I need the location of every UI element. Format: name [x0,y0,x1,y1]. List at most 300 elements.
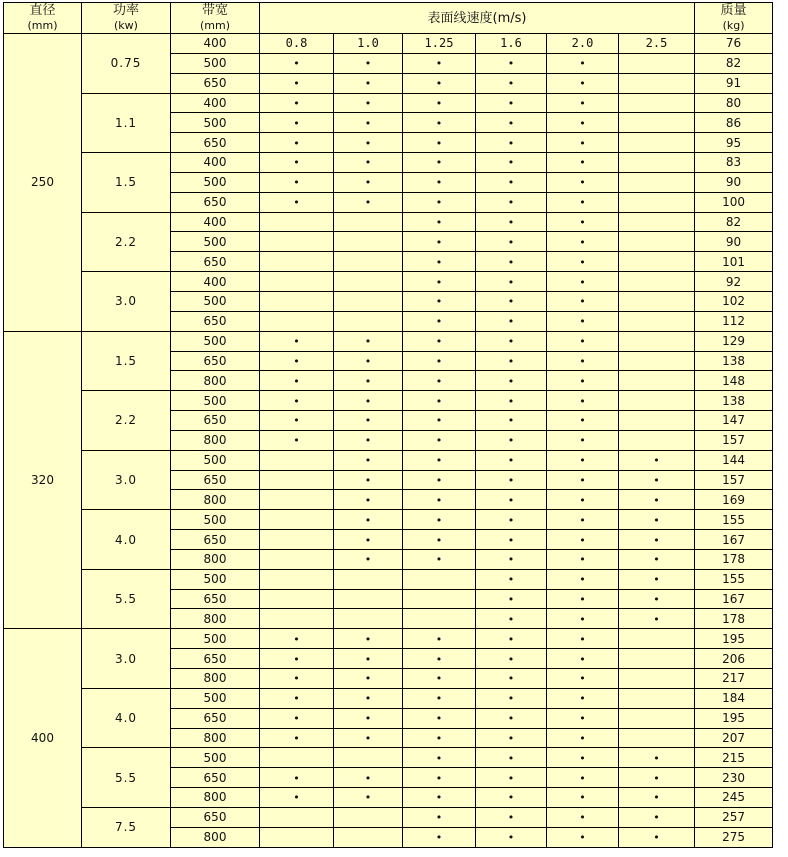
speed-cell [403,728,476,748]
speed-cell [547,153,619,173]
availability-dot: • [507,672,515,686]
speed-cell [403,589,476,609]
mass-cell: 155 [695,569,773,589]
belt-width-cell: 400 [171,153,260,173]
speed-cell [403,133,476,153]
availability-dot: • [653,791,660,805]
table-row [4,510,773,530]
table-row [4,569,773,589]
availability-dot: • [507,632,515,646]
mass-cell: 90 [695,232,773,252]
mass-header-label: 质量 [720,3,747,18]
speed-cell [334,351,403,371]
speed-cell [547,510,619,530]
availability-dot: • [435,77,443,91]
speed-cell [334,510,403,530]
speed-cell [619,232,695,252]
availability-dot: • [653,593,660,607]
power-cell: 0.75 [82,34,171,94]
speed-cell [334,73,403,93]
speed-cell [476,748,547,768]
availability-dot: • [364,156,372,170]
speed-cell [619,153,695,173]
speed-cell [403,609,476,629]
availability-dot: • [435,295,443,309]
availability-dot: • [435,136,443,150]
mass-header-unit: (kg) [722,19,745,32]
speed-cell [547,807,619,827]
mass-cell: 155 [695,510,773,530]
speed-cell [547,252,619,272]
belt-width-cell: 400 [171,93,260,113]
belt-width-cell: 500 [171,232,260,252]
speed-cell [260,569,334,589]
speed-cell [260,490,334,510]
belt-width-cell: 500 [171,331,260,351]
availability-dot: • [364,533,372,547]
availability-dot: • [579,593,586,607]
speed-cell [334,530,403,550]
diameter-cell: 320 [4,331,82,629]
belt-width-header-label: 带宽 [201,3,228,18]
spec-table [3,2,773,848]
table-row [4,34,773,54]
speed-cell [619,827,695,847]
power-cell: 3.0 [82,450,171,510]
speed-cell [619,688,695,708]
belt-width-cell: 650 [171,133,260,153]
speed-cell [403,331,476,351]
availability-dot: • [293,116,300,130]
availability-dot: • [507,77,515,91]
belt-width-cell: 650 [171,708,260,728]
speed-cell [619,768,695,788]
speed-cell [476,93,547,113]
mass-cell: 138 [695,391,773,411]
speed-cell [334,232,403,252]
mass-cell: 90 [695,172,773,192]
belt-width-header [171,3,260,34]
table-row [4,272,773,292]
belt-width-cell: 500 [171,172,260,192]
mass-cell: 206 [695,649,773,669]
speed-cell [476,371,547,391]
availability-dot: • [507,235,515,249]
availability-dot: • [364,473,372,487]
speed-cell [619,113,695,133]
speed-value-cell: 2.0 [547,34,619,54]
speed-cell [476,351,547,371]
availability-dot: • [293,57,300,71]
speed-cell [260,510,334,530]
availability-dot: • [579,235,586,249]
speed-cell [547,113,619,133]
availability-dot: • [653,513,660,527]
speed-cell [476,291,547,311]
speed-cell [334,728,403,748]
belt-width-cell: 650 [171,649,260,669]
belt-width-cell: 650 [171,470,260,490]
availability-dot: • [293,354,300,368]
speed-cell [403,748,476,768]
speed-cell [403,827,476,847]
speed-cell [260,351,334,371]
speed-cell [403,311,476,331]
speed-cell [547,272,619,292]
speed-cell [476,133,547,153]
availability-dot: • [293,96,300,110]
mass-cell: 138 [695,351,773,371]
availability-dot: • [507,454,515,468]
speed-cell [619,411,695,431]
belt-width-cell: 650 [171,807,260,827]
availability-dot: • [364,57,372,71]
speed-cell [547,728,619,748]
mass-cell: 91 [695,73,773,93]
speed-cell [476,411,547,431]
speed-cell [476,569,547,589]
speed-cell [547,53,619,73]
power-cell: 4.0 [82,688,171,748]
speed-cell [334,331,403,351]
speed-cell [619,430,695,450]
availability-dot: • [435,513,443,527]
availability-dot: • [507,533,515,547]
availability-dot: • [507,196,515,210]
speed-cell [619,609,695,629]
table-row [4,153,773,173]
speed-cell [476,669,547,689]
table-row [4,93,773,113]
availability-dot: • [435,216,443,230]
mass-cell: 245 [695,788,773,808]
belt-width-cell: 500 [171,629,260,649]
speed-cell [260,629,334,649]
speed-cell [260,688,334,708]
availability-dot: • [364,116,372,130]
speed-cell [260,708,334,728]
diameter-header [4,3,82,34]
availability-dot: • [579,414,586,428]
speed-cell [547,788,619,808]
availability-dot: • [507,493,515,507]
speed-cell [619,669,695,689]
speed-cell [260,609,334,629]
availability-dot: • [653,811,660,825]
speed-cell [260,549,334,569]
availability-dot: • [435,156,443,170]
speed-cell [619,549,695,569]
speed-cell [476,53,547,73]
mass-cell: 147 [695,411,773,431]
belt-width-cell: 650 [171,530,260,550]
availability-dot: • [579,315,586,329]
belt-width-cell: 800 [171,827,260,847]
availability-dot: • [507,374,515,388]
availability-dot: • [364,196,372,210]
speed-cell [547,311,619,331]
availability-dot: • [579,57,586,71]
speed-cell [476,530,547,550]
belt-width-cell: 800 [171,788,260,808]
belt-width-cell: 800 [171,371,260,391]
mass-cell: 80 [695,93,773,113]
speed-cell [334,470,403,490]
speed-cell [476,232,547,252]
availability-dot: • [507,434,515,448]
speed-cell [260,311,334,331]
speed-cell [334,411,403,431]
speed-cell [547,708,619,728]
speed-cell [476,589,547,609]
speed-cell [403,569,476,589]
speed-cell [260,807,334,827]
availability-dot: • [579,354,586,368]
availability-dot: • [435,335,443,349]
speed-cell [403,629,476,649]
speed-cell [403,252,476,272]
speed-cell [403,153,476,173]
speed-cell [260,232,334,252]
mass-cell: 275 [695,827,773,847]
availability-dot: • [435,196,443,210]
mass-cell: 92 [695,272,773,292]
speed-cell [260,73,334,93]
speed-value-cell: 1.0 [334,34,403,54]
availability-dot: • [364,632,372,646]
availability-dot: • [507,315,515,329]
table-header [4,3,773,34]
availability-dot: • [579,156,586,170]
belt-width-cell: 800 [171,669,260,689]
availability-dot: • [507,394,515,408]
availability-dot: • [579,533,586,547]
availability-dot: • [653,831,660,845]
speed-cell [403,291,476,311]
availability-dot: • [579,96,586,110]
speed-cell [476,311,547,331]
speed-cell [619,93,695,113]
speed-cell [476,609,547,629]
availability-dot: • [579,136,586,150]
availability-dot: • [579,77,586,91]
availability-dot: • [579,255,586,269]
mass-cell: 217 [695,669,773,689]
mass-header [695,3,773,34]
speed-cell [547,430,619,450]
speed-cell [334,153,403,173]
availability-dot: • [507,335,515,349]
speed-cell [619,291,695,311]
availability-dot: • [364,731,372,745]
availability-dot: • [507,176,515,190]
availability-dot: • [435,434,443,448]
availability-dot: • [653,612,660,626]
speed-cell [476,430,547,450]
speed-cell [476,73,547,93]
mass-cell: 86 [695,113,773,133]
availability-dot: • [507,295,515,309]
availability-dot: • [579,612,586,626]
availability-dot: • [293,176,300,190]
availability-dot: • [364,513,372,527]
speed-cell [334,669,403,689]
power-cell: 4.0 [82,510,171,570]
availability-dot: • [579,712,586,726]
speed-cell [260,272,334,292]
power-cell: 1.1 [82,93,171,153]
speed-cell [547,669,619,689]
speed-cell [334,688,403,708]
availability-dot: • [579,751,586,765]
speed-cell [403,411,476,431]
speed-cell [547,192,619,212]
availability-dot: • [579,335,586,349]
availability-dot: • [579,632,586,646]
availability-dot: • [293,791,300,805]
speed-cell [334,291,403,311]
availability-dot: • [435,731,443,745]
speed-cell [547,172,619,192]
availability-dot: • [507,553,515,567]
power-cell: 2.2 [82,212,171,272]
availability-dot: • [653,771,660,785]
power-cell: 1.5 [82,153,171,213]
diameter-header-unit: (mm) [27,19,58,32]
speed-cell [334,113,403,133]
speed-cell [476,470,547,490]
mass-cell: 95 [695,133,773,153]
speed-cell [403,768,476,788]
speed-cell [403,351,476,371]
availability-dot: • [579,116,586,130]
belt-width-cell: 400 [171,34,260,54]
table-row [4,450,773,470]
belt-width-cell: 500 [171,688,260,708]
speed-cell [260,788,334,808]
availability-dot: • [579,513,586,527]
availability-dot: • [364,176,372,190]
speed-cell [619,272,695,292]
speed-cell [260,589,334,609]
availability-dot: • [507,156,515,170]
availability-dot: • [579,196,586,210]
availability-dot: • [507,513,515,527]
speed-cell [334,549,403,569]
belt-width-cell: 650 [171,252,260,272]
belt-width-cell: 500 [171,53,260,73]
speed-cell [403,232,476,252]
speed-cell [547,73,619,93]
availability-dot: • [653,473,660,487]
power-cell: 3.0 [82,272,171,332]
availability-dot: • [507,593,515,607]
speed-cell [260,649,334,669]
mass-cell: 102 [695,291,773,311]
availability-dot: • [653,454,660,468]
speed-cell [619,371,695,391]
speed-cell [547,371,619,391]
speed-cell [334,569,403,589]
speed-cell [260,411,334,431]
speed-value-cell: 2.5 [619,34,695,54]
availability-dot: • [364,692,372,706]
speed-cell [547,450,619,470]
availability-dot: • [364,791,372,805]
availability-dot: • [579,493,586,507]
speed-cell [260,470,334,490]
belt-width-cell: 650 [171,411,260,431]
availability-dot: • [507,692,515,706]
availability-dot: • [507,771,515,785]
speed-cell [334,133,403,153]
speed-cell [547,549,619,569]
belt-width-cell: 500 [171,510,260,530]
speed-cell [547,569,619,589]
availability-dot: • [293,771,300,785]
availability-dot: • [579,791,586,805]
availability-dot: • [435,831,443,845]
speed-cell [334,430,403,450]
speed-cell [619,708,695,728]
table-row [4,748,773,768]
speed-cell [403,192,476,212]
speed-cell [334,708,403,728]
availability-dot: • [435,354,443,368]
speed-cell [619,73,695,93]
availability-dot: • [435,394,443,408]
speed-cell [547,827,619,847]
speed-cell [619,807,695,827]
speed-cell [403,530,476,550]
speed-cell [476,272,547,292]
belt-width-cell: 650 [171,192,260,212]
belt-width-cell: 800 [171,609,260,629]
availability-dot: • [364,771,372,785]
availability-dot: • [435,652,443,666]
speed-cell [260,748,334,768]
availability-dot: • [364,672,372,686]
speed-cell [619,172,695,192]
speed-cell [476,549,547,569]
speed-cell [403,113,476,133]
speed-cell [334,172,403,192]
speed-cell [476,768,547,788]
speed-cell [334,649,403,669]
table-body [4,34,773,848]
speed-cell [476,391,547,411]
availability-dot: • [435,473,443,487]
table-row [4,331,773,351]
availability-dot: • [579,811,586,825]
speed-cell [619,133,695,153]
speed-cell [476,728,547,748]
speed-cell [619,252,695,272]
speed-cell [403,93,476,113]
availability-dot: • [507,414,515,428]
mass-cell: 100 [695,192,773,212]
availability-dot: • [435,692,443,706]
availability-dot: • [653,553,660,567]
speed-cell [476,252,547,272]
speed-cell [334,768,403,788]
power-cell: 7.5 [82,807,171,847]
mass-cell: 82 [695,53,773,73]
availability-dot: • [579,692,586,706]
belt-width-cell: 800 [171,430,260,450]
power-header [82,3,171,34]
speed-header [260,3,695,34]
